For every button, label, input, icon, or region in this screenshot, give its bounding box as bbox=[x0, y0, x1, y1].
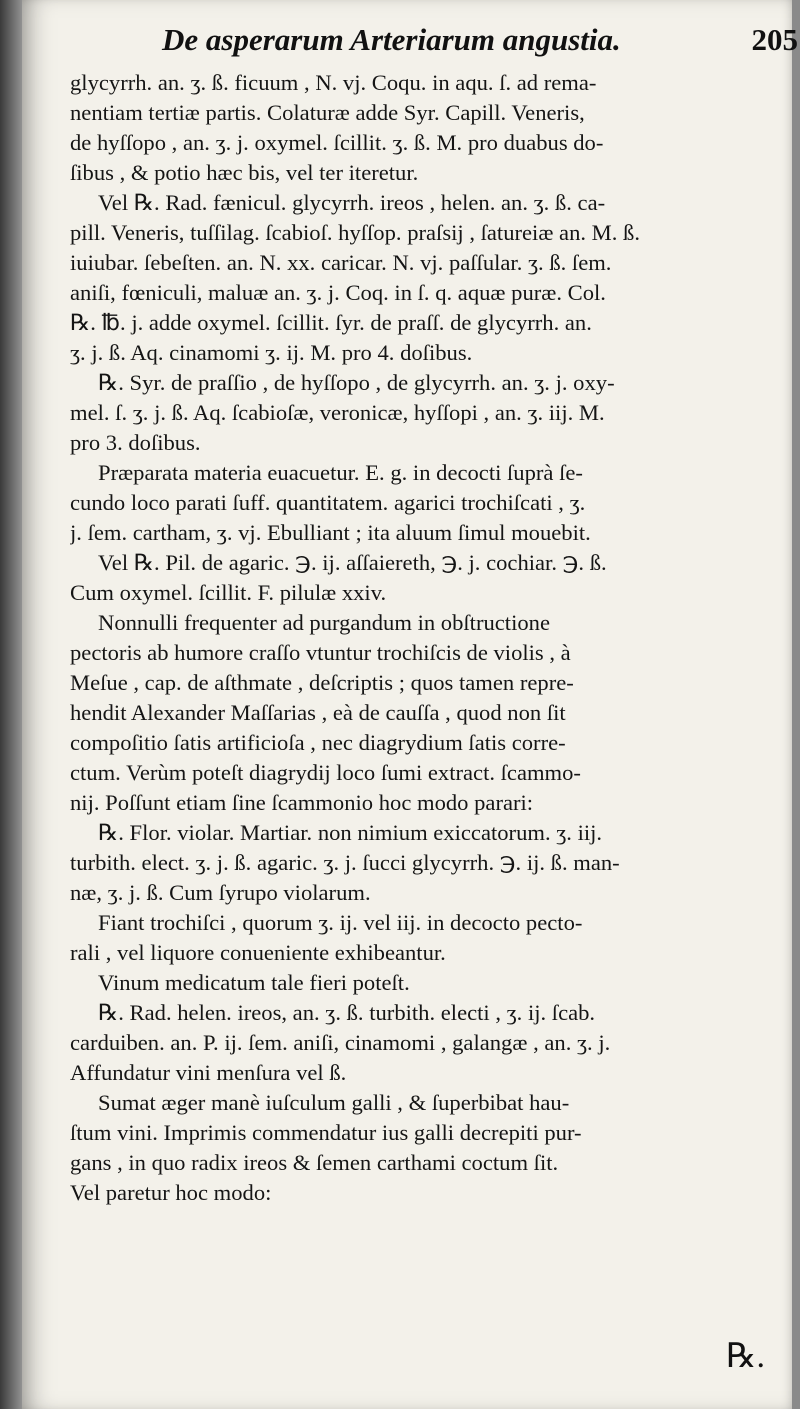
text-line: pro 3. doſibus. bbox=[70, 430, 201, 455]
running-title: De asperarum Arteriarum angustia. bbox=[162, 22, 621, 57]
text-line: ℞. Syr. de praſſio , de hyſſopo , de glycyrrh. an. ʒ. j. oxy- bbox=[98, 370, 615, 395]
text-line: rali , vel liquore conueniente exhibeantur. bbox=[70, 940, 446, 965]
text-line: hendit Alexander Maſſarias , eà de cauſſa , quod non ſit bbox=[70, 700, 566, 725]
running-header bbox=[162, 22, 800, 68]
text-line: ℞. ℔. j. adde oxymel. ſcillit. ſyr. de praſſ. de glycyrrh. an. bbox=[70, 310, 592, 335]
text-line: aniſi, fœniculi, maluæ an. ʒ. j. Coq. in ſ. q. aquæ puræ. Col. bbox=[70, 280, 606, 305]
text-line: ſibus , & potio hæc bis, vel ter iteretur. bbox=[70, 160, 419, 185]
text-line: Vinum medicatum tale fieri poteſt. bbox=[98, 970, 410, 995]
text-line: ſtum vini. Imprimis commendatur ius galli decrepiti pur- bbox=[70, 1120, 582, 1145]
book-page bbox=[22, 0, 798, 1409]
text-line: Vel ℞. Pil. de agaric. ℈. ij. aſſaiereth, ℈. j. cochiar. ℈. ß. bbox=[98, 550, 607, 575]
text-line: Cum oxymel. ſcillit. F. pilulæ xxiv. bbox=[70, 580, 387, 605]
text-line: Affundatur vini menſura vel ß. bbox=[70, 1060, 347, 1085]
text-line: compoſitio ſatis artificioſa , nec diagrydium ſatis corre- bbox=[70, 730, 566, 755]
text-line: iuiubar. ſebeſten. an. N. xx. caricar. N. vj. paſſular. ʒ. ß. ſem. bbox=[70, 250, 612, 275]
text-line: Fiant trochiſci , quorum ʒ. ij. vel iij. in decocto pecto- bbox=[98, 910, 583, 935]
page-gutter-shadow bbox=[0, 0, 24, 1409]
text-line: turbith. elect. ʒ. j. ß. agaric. ʒ. j. ſucci glycyrrh. ℈. ij. ß. man- bbox=[70, 850, 620, 875]
text-line: næ, ʒ. j. ß. Cum ſyrupo violarum. bbox=[70, 880, 371, 905]
text-line: nij. Poſſunt etiam ſine ſcammonio hoc modo parari: bbox=[70, 790, 534, 815]
text-line: gans , in quo radix ireos & ſemen carthami coctum ſit. bbox=[70, 1150, 559, 1175]
text-line: pill. Veneris, tuſſilag. ſcabioſ. hyſſop. praſsij , ſatureiæ an. M. ß. bbox=[70, 220, 640, 245]
text-line: ʒ. j. ß. Aq. cinamomi ʒ. ij. M. pro 4. doſibus. bbox=[70, 340, 473, 365]
text-line: pectoris ab humore craſſo vtuntur trochiſcis de violis , à bbox=[70, 640, 571, 665]
text-line: j. ſem. cartham, ʒ. vj. Ebulliant ; ita aluum ſimul mouebit. bbox=[70, 520, 591, 545]
text-line: ctum. Verùm poteſt diagrydij loco ſumi extract. ſcammo- bbox=[70, 760, 581, 785]
text-line: de hyſſopo , an. ʒ. j. oxymel. ſcillit. ʒ. ß. M. pro duabus do- bbox=[70, 130, 604, 155]
text-line: glycyrrh. an. ʒ. ß. ficuum , N. vj. Coqu. in aqu. ſ. ad rema- bbox=[70, 70, 597, 95]
text-line: Præparata materia euacuetur. E. g. in decocti ſuprà ſe- bbox=[98, 460, 583, 485]
text-line: nentiam tertiæ partis. Colaturæ adde Syr. Capill. Veneris, bbox=[70, 100, 585, 125]
catchword: ℞. bbox=[726, 1338, 765, 1375]
text-line: ℞. Rad. helen. ireos, an. ʒ. ß. turbith. electi , ʒ. ij. ſcab. bbox=[98, 1000, 596, 1025]
text-line: Sumat æger manè iuſculum galli , & ſuperbibat hau- bbox=[98, 1090, 570, 1115]
text-line: mel. ſ. ʒ. j. ß. Aq. ſcabioſæ, veronicæ, hyſſopi , an. ʒ. iij. M. bbox=[70, 400, 605, 425]
text-line: Vel paretur hoc modo: bbox=[70, 1180, 272, 1205]
text-line: Vel ℞. Rad. fænicul. glycyrrh. ireos , helen. an. ʒ. ß. ca- bbox=[98, 190, 606, 215]
text-line: carduiben. an. P. ij. ſem. aniſi, cinamomi , galangæ , an. ʒ. j. bbox=[70, 1030, 611, 1055]
text-line: Nonnulli frequenter ad purgandum in obſtructione bbox=[98, 610, 550, 635]
body-text bbox=[70, 68, 796, 1208]
page-number: 205 bbox=[751, 22, 798, 57]
text-line: ℞. Flor. violar. Martiar. non nimium exiccatorum. ʒ. iij. bbox=[98, 820, 603, 845]
text-line: Meſue , cap. de aſthmate , deſcriptis ; quos tamen repre- bbox=[70, 670, 574, 695]
text-line: cundo loco parati ſuff. quantitatem. agarici trochiſcati , ʒ. bbox=[70, 490, 586, 515]
